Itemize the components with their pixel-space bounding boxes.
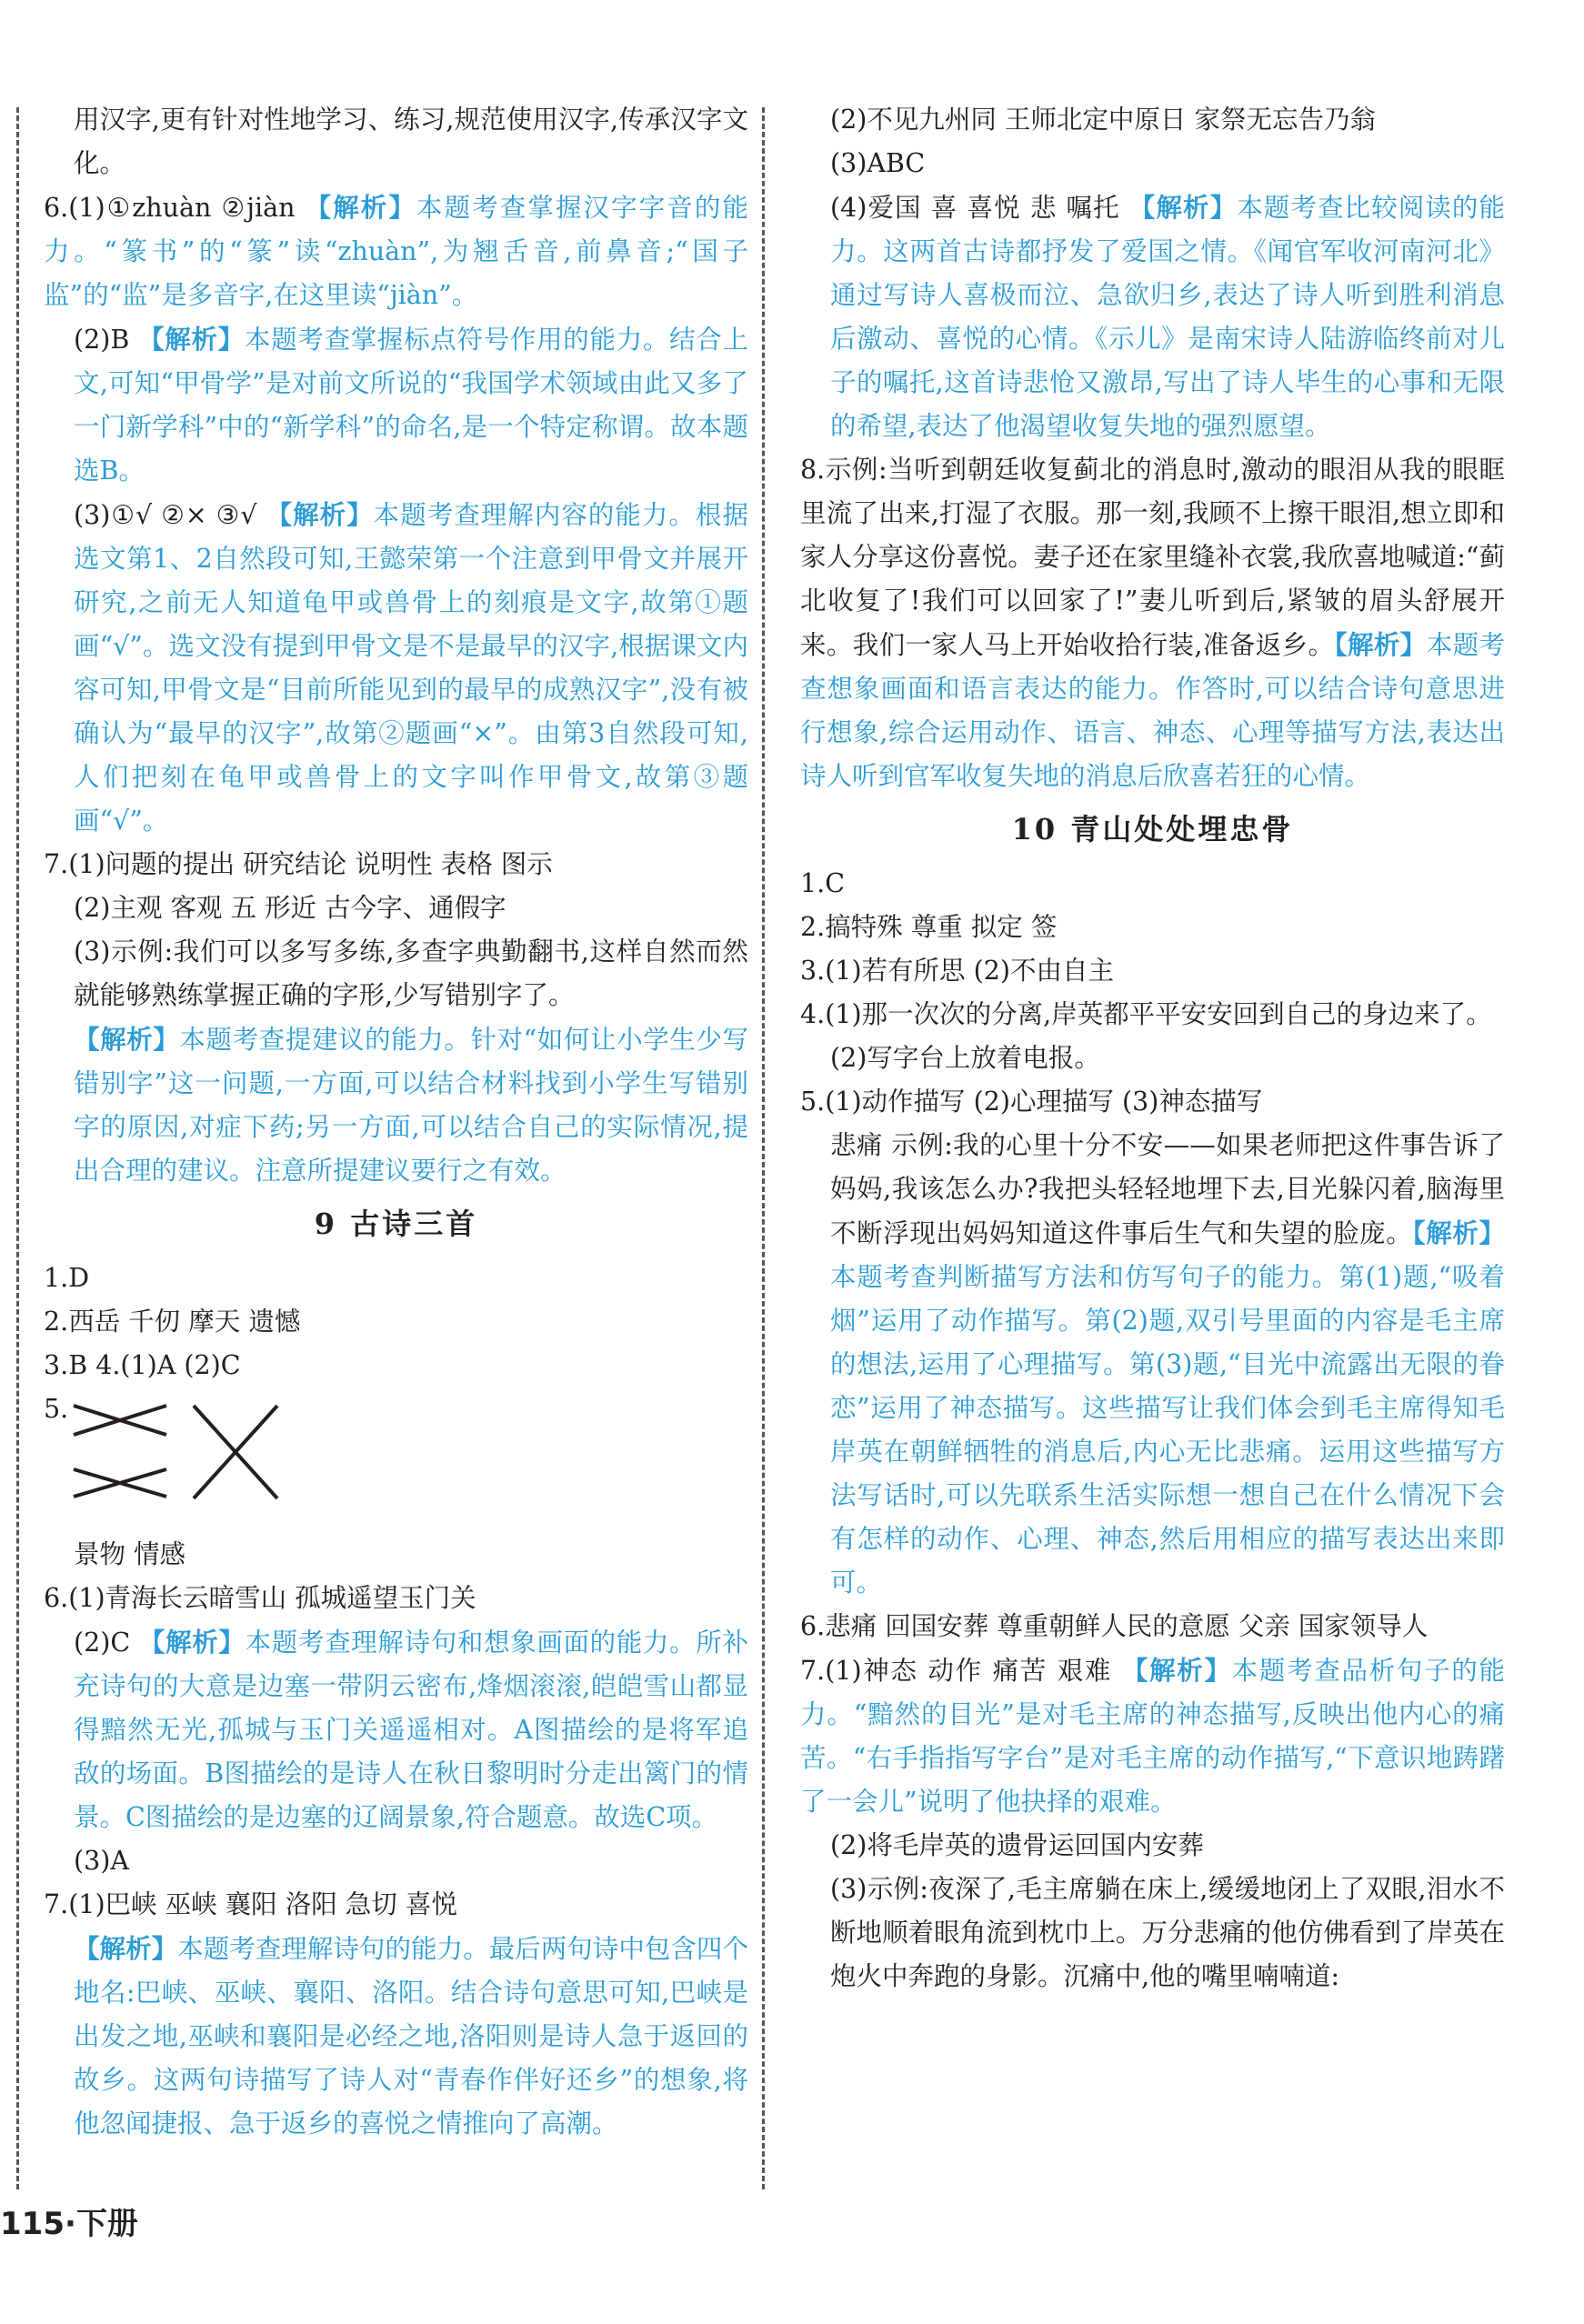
analysis-tag: 【解析】 — [266, 499, 374, 530]
s10-answer-2: 2.搞特殊 尊重 拟定 签 — [800, 912, 1058, 942]
analysis-text: 本题考查想象画面和语言表达的能力。作答时,可以结合诗句意思进行想象,综合运用动作、语言、神态、心理等描写方法,表达出诗人听到官军收复失地的消息后欣喜若狂的心情。 — [800, 630, 1505, 791]
s9-answer-1: 1.D — [44, 1263, 90, 1293]
s10-answer-5-1: 5.(1)动作描写 (2)心理描写 (3)神态描写 — [800, 1087, 1263, 1117]
answer: (2)C — [74, 1628, 139, 1658]
answer-7-1: 7.(1)问题的提出 研究结论 说明性 表格 图示 — [44, 849, 553, 879]
analysis-text: 本题考查掌握汉字字音的能力。“篆书”的“篆”读“zhuàn”,为翘舌音,前鼻音;“国子监”的“监”是多音字,在这里读“jiàn”。 — [44, 193, 748, 310]
answer-2: (2)不见九州同 王师北定中原日 家祭无忘告乃翁 — [830, 105, 1376, 135]
matching-lines — [66, 1397, 303, 1533]
analysis-7 — [44, 1017, 748, 1193]
analysis-tag: 【解析】 — [305, 192, 416, 223]
analysis-tag: 【解析】 — [74, 1024, 180, 1055]
answer: (3)①√ ②× ③√ — [74, 500, 266, 530]
s9-answer-3-4: 3.B 4.(1)A (2)C — [44, 1350, 241, 1380]
analysis-text: 本题考查掌握标点符号作用的能力。结合上文,可知“甲骨学”是对前文所说的“我国学术领域由此又多了一门新学科”中的“新学科”的命名,是一个特定称谓。故本题选B。 — [74, 325, 748, 486]
s9-answer-6-3: (3)A — [74, 1846, 129, 1876]
s10-answer-5-2 — [800, 1124, 1505, 1605]
s10-answer-4-2: (2)写字台上放着电报。 — [830, 1043, 1100, 1073]
answer-7-2: (2)主观 客观 五 形近 古今字、通假字 — [74, 893, 506, 923]
s9-answer-7-1: 7.(1)巴峡 巫峡 襄阳 洛阳 急切 喜悦 — [44, 1889, 457, 1919]
s9-answer-5: 5. — [44, 1394, 69, 1424]
s9-analysis-7 — [44, 1927, 748, 2146]
s9-answer-6-1: 6.(1)青海长云暗雪山 孤城遥望玉门关 — [44, 1583, 476, 1613]
answer-4 — [800, 185, 1505, 448]
analysis-tag: 【解析】 — [1412, 1217, 1505, 1248]
matching-diagram — [44, 1387, 748, 1533]
analysis-tag: 【解析】 — [1334, 629, 1427, 660]
answer: 7.(1)神态 动作 痛苦 艰难 — [800, 1656, 1122, 1686]
column-divider — [762, 107, 765, 2189]
s10-answer-4-1: 4.(1)那一次次的分离,岸英都平平安安回到自己的身边来了。 — [800, 999, 1492, 1029]
answer: 6.(1)①zhuàn ②jiàn — [44, 193, 306, 223]
left-column — [44, 98, 748, 2146]
analysis-tag: 【解析】 — [138, 1627, 246, 1658]
matching-labels: 景物 情感 — [74, 1539, 186, 1569]
left-margin-divider — [16, 107, 19, 2189]
s10-answer-7-1 — [800, 1648, 1505, 1824]
answer-3: (3)ABC — [830, 148, 926, 178]
analysis-text: 本题考查提建议的能力。针对“如何让小学生少写错别字”这一问题,一方面,可以结合材料找到小学生写错别字的原因,对症下药;另一方面,可以结合自己的实际情况,提出合理的建议。注意所提建议要行之有效。 — [74, 1025, 748, 1186]
text-line: 用汉字,更有针对性地学习、练习,规范使用汉字,传承汉字文化。 — [74, 105, 748, 178]
analysis-text: 本题考查判断描写方法和仿写句子的能力。第(1)题,“吸着烟”运用了动作描写。第(2)题,双引号里面的内容是毛主席的想法,运用了心理描写。第(3)题,“目光中流露出无限的眷恋”运用了神态描写。这些描写让我们体会到毛主席得知毛岸英在朝鲜牺牲的消息后,内心无比悲痛。运用这些描写方法写话时,可以先联系生活实际想一想自己在什么情况下会有怎样的动作、心理、神态,然后用相应的描写表达出来即可。 — [830, 1262, 1505, 1598]
analysis-text: 本题考查理解诗句和想象画面的能力。所补充诗句的大意是边塞一带阴云密布,烽烟滚滚,皑皑雪山都显得黯然无光,孤城与玉门关遥遥相对。A图描绘的是将军追敌的场面。B图描绘的是诗人在秋日黎明时分走出篱门的情景。C图描绘的是边塞的辽阔景象,符合题意。故选C项。 — [74, 1628, 748, 1832]
section-title-10: 10 青山处处埋忠骨 — [1011, 812, 1294, 846]
analysis-tag: 【解析】 — [1128, 192, 1238, 223]
section-title-9: 9 古诗三首 — [314, 1207, 478, 1241]
answer-6-1 — [44, 185, 748, 317]
answer-7-3: (3)示例:我们可以多写多练,多查字典勤翻书,这样自然而然就能够熟练掌握正确的字形,少写错别字了。 — [74, 937, 748, 1010]
answer: 悲痛 示例:我的心里十分不安——如果老师把这件事告诉了妈妈,我该怎么办?我把头轻轻地埋下去,目光躲闪着,脑海里不断浮现出妈妈知道这件事后生气和失望的脸庞。 — [830, 1130, 1505, 1248]
answer-6-3 — [44, 493, 748, 843]
s10-answer-7-3: (3)示例:夜深了,毛主席躺在床上,缓缓地闭上了双眼,泪水不断地顺着眼角流到枕巾上。万分悲痛的他仿佛看到了岸英在炮火中奔跑的身影。沉痛中,他的嘴里喃喃道: — [830, 1874, 1505, 1991]
analysis-tag: 【解析】 — [74, 1933, 178, 1964]
s9-answer-6-2 — [44, 1620, 748, 1839]
s10-answer-7-2: (2)将毛岸英的遗骨运回国内安葬 — [830, 1830, 1204, 1860]
page-footer: 115·下册 — [0, 2206, 138, 2242]
answer-8 — [800, 448, 1505, 798]
answer: (4)爱国 喜 喜悦 悲 嘱托 — [830, 193, 1129, 223]
analysis-text: 本题考查理解内容的能力。根据选文第1、2自然段可知,王懿荣第一个注意到甲骨文并展开研究,之前无人知道龟甲或兽骨上的刻痕是文字,故第①题画“√”。选文没有提到甲骨文是不是最早的汉字,根据课文内容可知,甲骨文是“目前所能见到的最早的成熟汉字”,没有被确认为“最早的汉字”,故第②题画“×”。由第3自然段可知,人们把刻在龟甲或兽骨上的文字叫作甲骨文,故第③题画“√”。 — [74, 500, 748, 836]
answer: (2)B — [74, 325, 139, 355]
s10-answer-1: 1.C — [800, 868, 845, 898]
analysis-text: 本题考查品析句子的能力。“黯然的目光”是对毛主席的神态描写,反映出他内心的痛苦。“右手指指写字台”是对毛主席的动作描写,“下意识地踌躇了一会儿”说明了他抉择的艰难。 — [800, 1656, 1505, 1817]
answer: 8.示例:当听到朝廷收复蓟北的消息时,激动的眼泪从我的眼眶里流了出来,打湿了衣服。那一刻,我顾不上擦干眼泪,想立即和家人分享这份喜悦。妻子还在家里缝补衣裳,我欣喜地喊道:“蓟北收复了!我们可以回家了!”妻儿听到后,紧皱的眉头舒展开来。我们一家人马上开始收拾行装,准备返乡。 — [800, 455, 1505, 660]
analysis-text: 本题考查比较阅读的能力。这两首古诗都抒发了爱国之情。《闻官军收河南河北》通过写诗人喜极而泣、急欲归乡,表达了诗人听到胜利消息后激动、喜悦的心情。《示儿》是南宋诗人陆游临终前对儿子的嘱托,这首诗悲怆又激昂,写出了诗人毕生的心事和无限的希望,表达了他渴望收复失地的强烈愿望。 — [830, 193, 1505, 441]
s10-answer-3: 3.(1)若有所思 (2)不由自主 — [800, 956, 1114, 986]
right-column — [800, 98, 1505, 1998]
analysis-tag: 【解析】 — [1121, 1655, 1232, 1686]
analysis-text: 本题考查理解诗句的能力。最后两句诗中包含四个地名:巴峡、巫峡、襄阳、洛阳。结合诗句意思可知,巴峡是出发之地,巫峡和襄阳是必经之地,洛阳则是诗人急于返回的故乡。这两句诗描写了诗人对“青春作伴好还乡”的想象,将他忽闻捷报、急于返乡的喜悦之情推向了高潮。 — [74, 1934, 748, 2139]
analysis-tag: 【解析】 — [138, 324, 245, 355]
answer-6-2 — [44, 317, 748, 493]
s9-answer-2: 2.西岳 千仞 摩天 遗憾 — [44, 1307, 301, 1337]
s10-answer-6: 6.悲痛 回国安葬 尊重朝鲜人民的意愿 父亲 国家领导人 — [800, 1611, 1429, 1641]
